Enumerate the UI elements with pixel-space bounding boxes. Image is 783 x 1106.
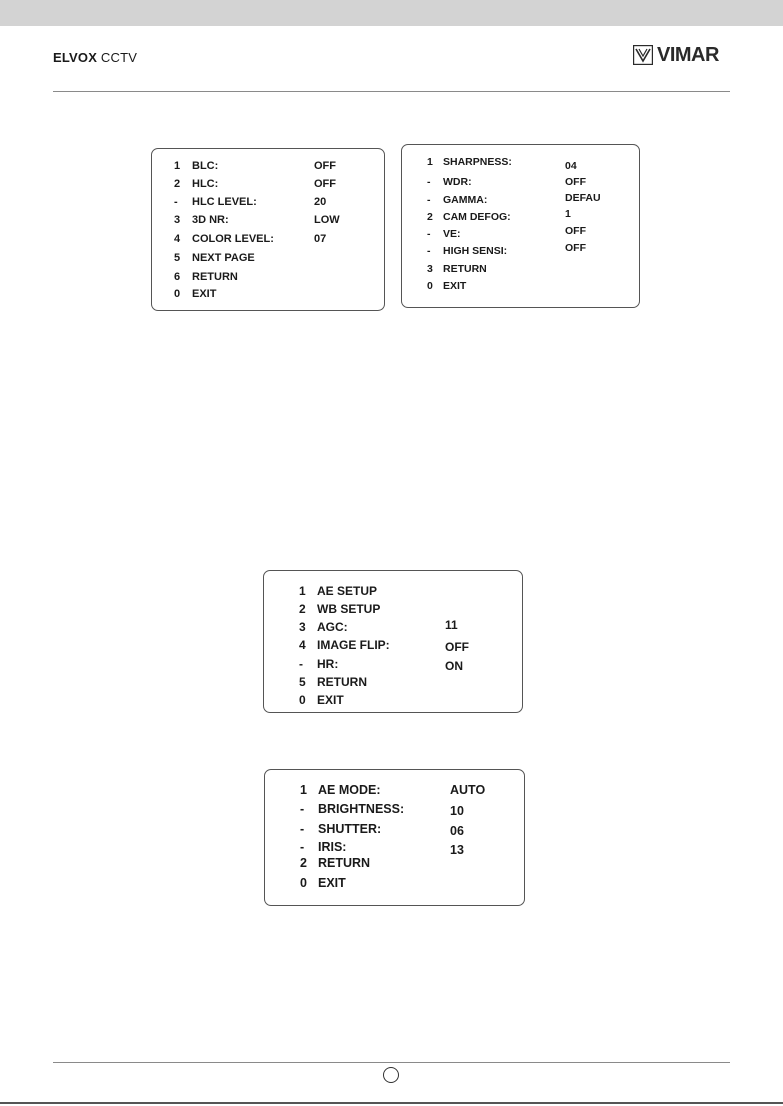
row-number: 0 xyxy=(174,288,181,300)
row-number: 6 xyxy=(174,271,181,283)
row-label: 3D NR: xyxy=(192,214,229,226)
row-value: 04 xyxy=(565,160,577,172)
footer-rule xyxy=(53,1062,730,1063)
row-number: 1 xyxy=(427,156,433,168)
row-value: OFF xyxy=(565,242,586,254)
row-number: 2 xyxy=(427,211,433,223)
row-value: 20 xyxy=(314,196,327,208)
row-number: - xyxy=(174,196,178,208)
logo-text: VIMAR xyxy=(657,43,719,66)
row-label: AE SETUP xyxy=(317,584,378,598)
row-number: 3 xyxy=(174,214,181,226)
row-label: IMAGE FLIP: xyxy=(317,638,390,652)
row-label: VE: xyxy=(443,228,461,240)
row-number: - xyxy=(300,802,305,816)
row-value: ON xyxy=(445,659,463,673)
row-label: EXIT xyxy=(192,288,217,300)
row-label: RETURN xyxy=(318,856,371,870)
row-label: AE MODE: xyxy=(318,783,381,797)
row-value: LOW xyxy=(314,214,340,226)
brand-bold: ELVOX xyxy=(53,50,98,65)
row-number: - xyxy=(299,657,303,671)
row-label: HLC LEVEL: xyxy=(192,196,257,208)
top-band xyxy=(0,0,783,26)
row-value: AUTO xyxy=(450,783,486,797)
row-number: 0 xyxy=(300,876,307,890)
row-number: - xyxy=(427,194,431,206)
row-label: SHUTTER: xyxy=(318,822,382,836)
osd-menu-2 xyxy=(401,144,640,308)
row-label: HIGH SENSI: xyxy=(443,245,508,257)
row-label: EXIT xyxy=(443,280,467,292)
row-label: RETURN xyxy=(317,675,367,689)
vimar-logo xyxy=(633,44,719,66)
brand-label xyxy=(53,50,137,65)
row-label: WDR: xyxy=(443,176,472,188)
row-number: 1 xyxy=(174,160,181,172)
osd-menu-1 xyxy=(151,148,385,311)
row-label: NEXT PAGE xyxy=(192,252,255,264)
osd-menu-4 xyxy=(264,769,525,906)
row-number: 3 xyxy=(427,263,433,275)
logo-mark-icon xyxy=(633,45,653,65)
row-number: 5 xyxy=(174,252,181,264)
row-number: 5 xyxy=(299,675,306,689)
row-number: 1 xyxy=(299,584,306,598)
brand-light: CCTV xyxy=(100,50,138,65)
row-value: OFF xyxy=(565,176,586,188)
row-label: BRIGHTNESS: xyxy=(318,802,405,816)
row-label: IRIS: xyxy=(318,840,347,854)
row-value: OFF xyxy=(314,178,336,190)
row-label: BLC: xyxy=(192,160,219,172)
row-value: 07 xyxy=(314,233,327,245)
row-number: 0 xyxy=(299,693,306,707)
row-value: 11 xyxy=(445,618,458,632)
row-label: EXIT xyxy=(318,876,346,890)
header-rule xyxy=(53,91,730,92)
row-label: CAM DEFOG: xyxy=(443,211,511,223)
row-number: 2 xyxy=(174,178,181,190)
row-label: SHARPNESS: xyxy=(443,156,512,168)
row-label: AGC: xyxy=(317,620,348,634)
row-number: 4 xyxy=(299,638,306,652)
row-label: EXIT xyxy=(317,693,344,707)
row-label: GAMMA: xyxy=(443,194,488,206)
row-number: - xyxy=(427,176,431,188)
row-value: OFF xyxy=(445,640,469,654)
row-label: HR: xyxy=(317,657,339,671)
row-number: - xyxy=(427,228,431,240)
row-value: 1 xyxy=(565,208,571,220)
row-number: - xyxy=(427,245,431,257)
row-label: HLC: xyxy=(192,178,219,190)
row-number: 2 xyxy=(300,856,307,870)
row-number: - xyxy=(300,840,305,854)
row-value: OFF xyxy=(565,225,586,237)
row-number: 3 xyxy=(299,620,306,634)
row-value: 06 xyxy=(450,824,464,838)
row-number: 2 xyxy=(299,602,306,616)
row-label: COLOR LEVEL: xyxy=(192,233,274,245)
row-label: RETURN xyxy=(192,271,238,283)
row-value: 13 xyxy=(450,843,464,857)
osd-menu-3 xyxy=(263,570,523,713)
row-number: 1 xyxy=(300,783,307,797)
row-value: 10 xyxy=(450,804,464,818)
row-number: 4 xyxy=(174,233,181,245)
bottom-edge-line xyxy=(0,1102,783,1104)
row-label: WB SETUP xyxy=(317,602,381,616)
row-value: DEFAU xyxy=(565,192,601,204)
row-number: - xyxy=(300,822,305,836)
row-value: OFF xyxy=(314,160,336,172)
row-number: 0 xyxy=(427,280,433,292)
page-number-circle xyxy=(383,1067,399,1083)
row-label: RETURN xyxy=(443,263,487,275)
